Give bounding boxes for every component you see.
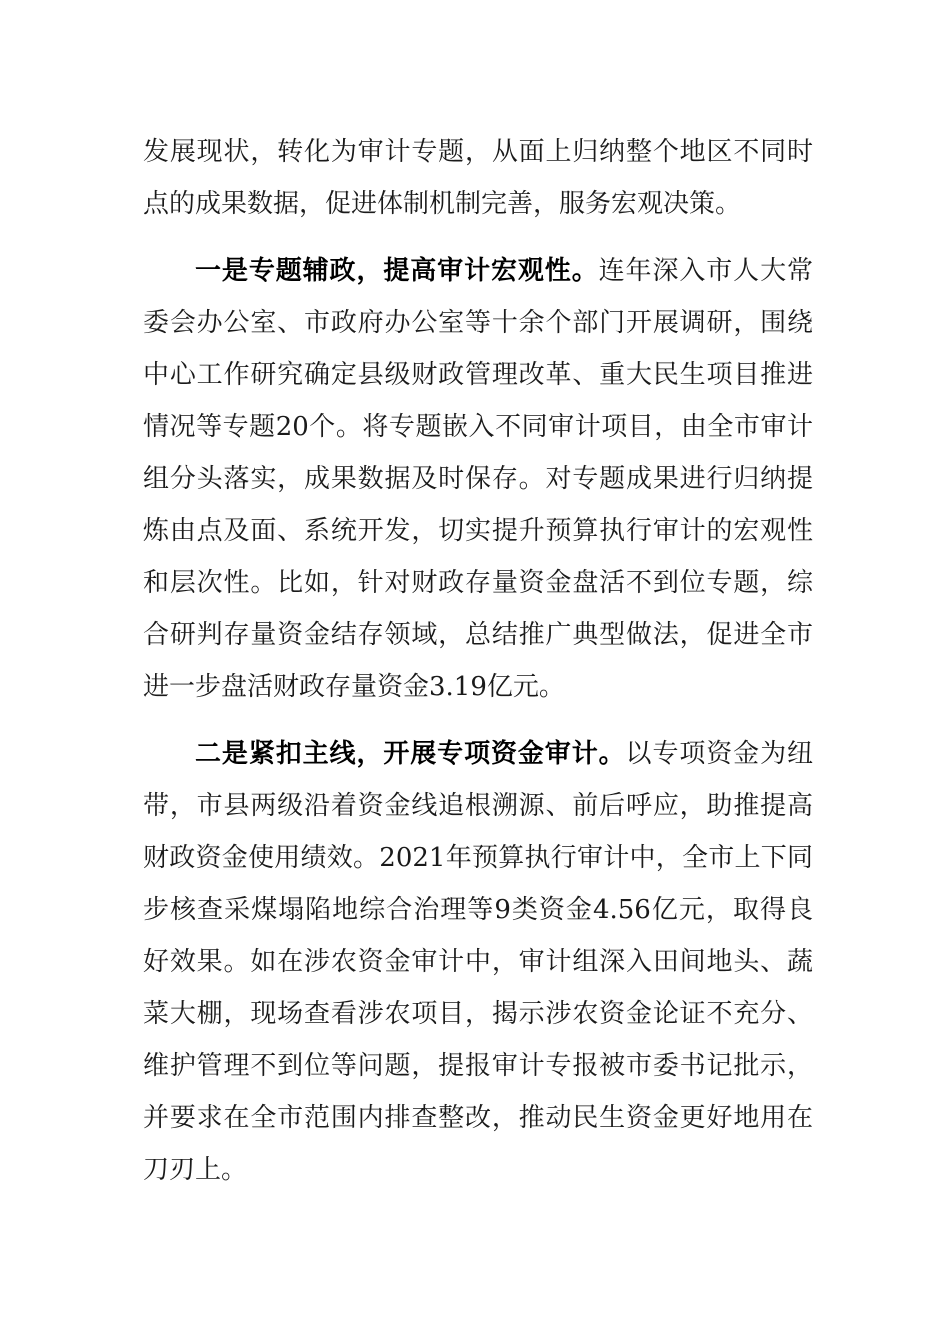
paragraph-heading: 一是专题辅政，提高审计宏观性。 bbox=[195, 256, 599, 286]
paragraph-body: 发展现状，转化为审计专题，从面上归纳整个地区不同时点的成果数据，促进体制机制完善，服务宏观决策。 bbox=[143, 137, 813, 219]
paragraph-continuation bbox=[143, 126, 813, 230]
paragraph-heading: 二是紧扣主线，开展专项资金审计。 bbox=[195, 739, 626, 769]
paragraph-body: 以专项资金为纽带，市县两级沿着资金线追根溯源、前后呼应，助推提高财政资金使用绩效。2021年预算执行审计中，全市上下同步核查采煤塌陷地综合治理等9类资金4.56亿元，取得良好效果。如在涉农资金审计中，审计组深入田间地头、蔬菜大棚，现场查看涉农项目，揭示涉农资金论证不充分、维护管理不到位等问题，提报审计专报被市委书记批示，并要求在全市范围内排查整改，推动民生资金更好地用在刀刃上。 bbox=[143, 739, 813, 1185]
paragraph-body: 连年深入市人大常委会办公室、市政府办公室等十余个部门开展调研，围绕中心工作研究确定县级财政管理改革、重大民生项目推进情况等专题20个。将专题嵌入不同审计项目，由全市审计组分头落实，成果数据及时保存。对专题成果进行归纳提炼由点及面、系统开发，切实提升预算执行审计的宏观性和层次性。比如，针对财政存量资金盘活不到位专题，综合研判存量资金结存领域，总结推广典型做法，促进全市进一步盘活财政存量资金3.19亿元。 bbox=[143, 256, 813, 702]
paragraph-special-funds bbox=[143, 728, 813, 1196]
paragraph-topic-assistance bbox=[143, 245, 813, 713]
document-body bbox=[143, 126, 813, 1196]
